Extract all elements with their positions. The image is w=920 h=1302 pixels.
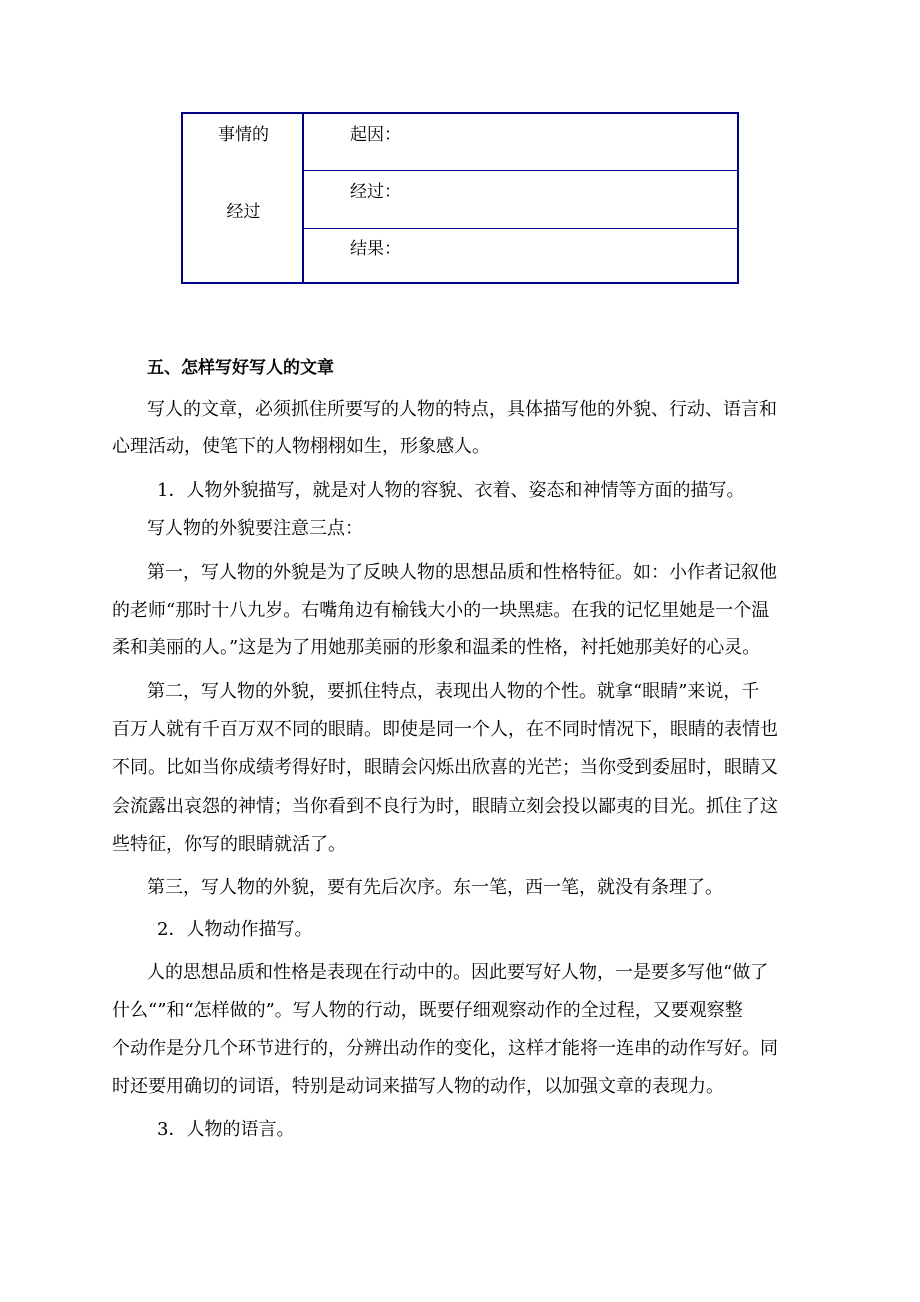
paragraph-line: 2．人物动作描写。 [157,919,313,940]
paragraph-line: 百万人就有千百万双不同的眼睛。即使是同一个人，在不同时情况下，眼睛的表情也 [112,719,778,740]
paragraph-line: 3．人物的语言。 [157,1119,295,1140]
paragraph-line: 第二，写人物的外貌，要抓住特点，表现出人物的个性。就拿“眼睛”来说，千 [147,681,760,702]
table-row-result [304,228,737,284]
paragraph-line: 个动作是分几个环节进行的，分辨出动作的变化，这样才能将一连串的动作写好。同 [112,1038,778,1059]
paragraph-line: 写人的文章，必须抓住所要写的人物的特点，具体描写他的外貌、行动、语言和 [147,399,777,420]
paragraph-line: 第三，写人物的外貌，要有先后次序。东一笔，西一笔，就没有条理了。 [147,877,723,898]
paragraph-line: 第一，写人物的外貌是为了反映人物的思想品质和性格特征。如：小作者记叙他 [147,562,777,583]
section-heading: 五、怎样写好写人的文章 [147,358,334,378]
row-label-process: 经过： [350,182,401,202]
table-left-cell [183,114,304,282]
left-label-line2: 经过 [226,202,261,222]
paragraph-line: 不同。比如当你成绩考得好时，眼睛会闪烁出欣喜的光芒；当你受到委屈时，眼睛又 [112,757,778,778]
paragraph-line: 1．人物外貌描写，就是对人物的容貌、衣着、姿态和神情等方面的描写。 [157,480,745,501]
table-row-cause [304,114,737,170]
paragraph-line: 时还要用确切的词语，特别是动词来描写人物的动作，以加强文章的表现力。 [112,1076,724,1097]
paragraph-line: 写人物的外貌要注意三点： [147,518,363,539]
paragraph-line: 的老师“那时十八九岁。右嘴角边有榆钱大小的一块黑痣。在我的记忆里她是一个温 [112,600,770,621]
paragraph-line: 什么“”和“怎样做的”。写人物的行动，既要仔细观察动作的全过程，又要观察整 [112,1000,743,1021]
event-table [181,112,739,284]
paragraph-line: 会流露出哀怨的神情；当你看到不良行为时，眼睛立刻会投以鄙夷的目光。抓住了这 [112,796,778,817]
row-label-result: 结果： [350,239,401,259]
row-label-cause: 起因： [350,125,401,145]
paragraph-line: 心理活动，使笔下的人物栩栩如生，形象感人。 [112,436,490,457]
paragraph-line: 人的思想品质和性格是表现在行动中的。因此要写好人物，一是要多写他“做了 [147,962,769,983]
left-label-line1: 事情的 [218,125,269,145]
table-row-process [304,170,737,228]
paragraph-line: 些特征，你写的眼睛就活了。 [112,834,346,855]
paragraph-line: 柔和美丽的人。”这是为了用她那美丽的形象和温柔的性格，衬托她那美好的心灵。 [112,637,761,658]
